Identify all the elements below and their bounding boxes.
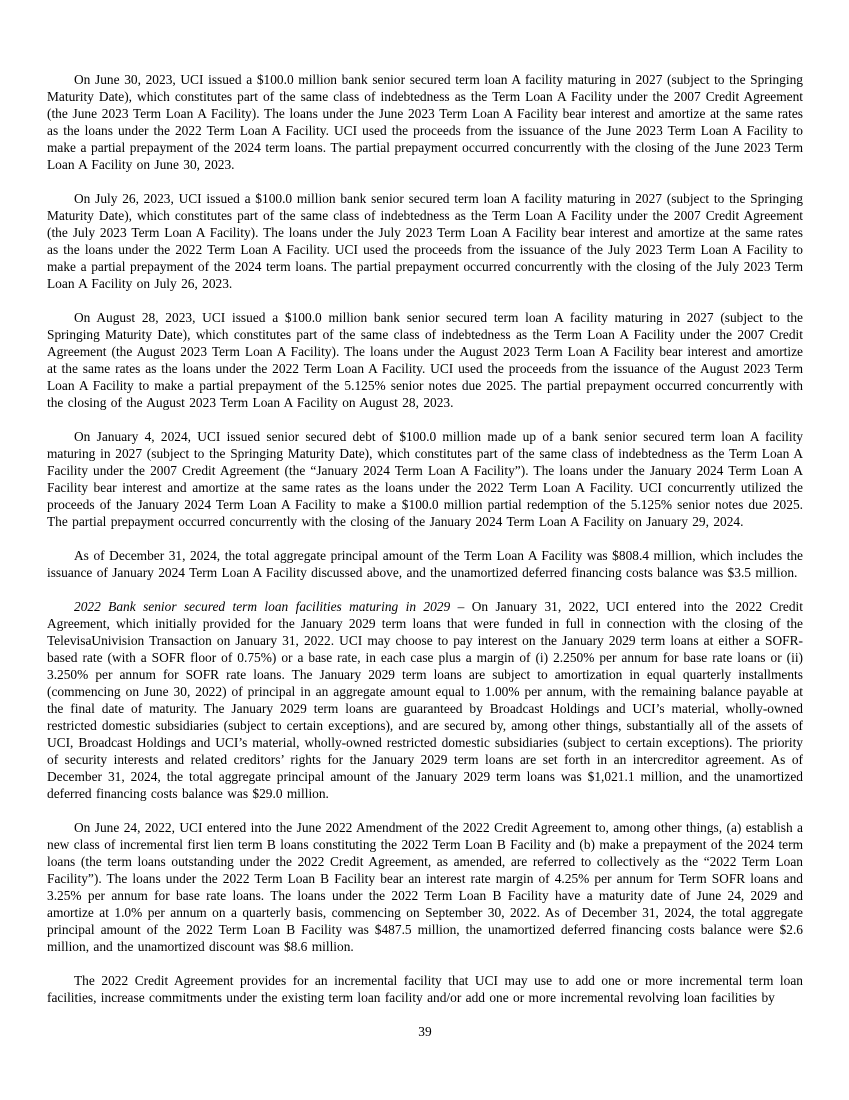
paragraph-lead-separator: – xyxy=(450,599,472,614)
paragraph-2022-credit-agreement xyxy=(47,598,803,802)
paragraph-august-2023-term-loan-a: On August 28, 2023, UCI issued a $100.0 million bank senior secured term loan A facility maturing in 2027 (subject to the Springing Maturity Date), which constitutes part of the same class of indebtedness as the Term Loan A Facility under the 2007 Credit Agreement (the August 2023 Term Loan A Facility). The loans under the August 2023 Term Loan A Facility bear interest and amortize at the same rates as the loans under the 2022 Term Loan A Facility. UCI used the proceeds from the issuance of the August 2023 Term Loan A Facility to make a partial prepayment of the 5.125% senior notes due 2025. The partial prepayment occurred concurrently with the closing of the August 2023 Term Loan A Facility on August 28, 2023. xyxy=(47,310,803,410)
paragraph-june-2023-term-loan-a: On June 30, 2023, UCI issued a $100.0 million bank senior secured term loan A facility maturing in 2027 (subject to the Springing Maturity Date), which constitutes part of the same class of indebtedness as the Term Loan A Facility under the 2007 Credit Agreement (the June 2023 Term Loan A Facility). The loans under the June 2023 Term Loan A Facility bear interest and amortize at the same rates as the loans under the 2022 Term Loan A Facility. UCI used the proceeds from the issuance of the June 2023 Term Loan A Facility to make a partial prepayment of the 2024 term loans. The partial prepayment occurred concurrently with the closing of the June 2023 Term Loan A Facility on June 30, 2023. xyxy=(47,72,803,172)
paragraph-body-text: On January 31, 2022, UCI entered into the 2022 Credit Agreement, which initially provided for the January 2029 term loans that were funded in full in connection with the closing of the TelevisaUnivision Transaction on January 31, 2022. UCI may choose to pay interest on the January 2029 term loans at either a SOFR-based rate (with a SOFR floor of 0.75%) or a base rate, in each case plus a margin of (i) 2.250% per annum for base rate loans or (ii) 3.250% per annum for SOFR rate loans. The January 2029 term loans are subject to amortization in equal quarterly installments (commencing on June 30, 2022) of principal in an aggregate amount equal to 1.00% per annum, with the remaining balance payable at the final date of maturity. The January 2029 term loans are guaranteed by Broadcast Holdings and UCI’s material, wholly-owned restricted domestic subsidiaries (subject to certain exceptions), and are secured by, among other things, substantially all of the assets of UCI, Broadcast Holdings and UCI’s material, wholly-owned restricted domestic subsidiaries (subject to certain exceptions). The priority of security interests and related creditors’ rights for the January 2029 term loans are set forth in an intercreditor agreement. As of December 31, 2024, the total aggregate principal amount of the January 2029 term loans was $1,021.1 million, and the unamortized deferred financing costs balance was $29.0 million. xyxy=(47,599,803,801)
paragraph-june-2022-amendment: On June 24, 2022, UCI entered into the June 2022 Amendment of the 2022 Credit Agreement to, among other things, (a) establish a new class of incremental first lien term B loans constituting the 2022 Term Loan B Facility and (b) make a prepayment of the 2024 term loans (the term loans outstanding under the 2022 Credit Agreement, as amended, are referred to collectively as the “2022 Term Loan Facility”). The loans under the 2022 Term Loan B Facility bear an interest rate margin of 4.25% per annum for Term SOFR loans and 3.25% per annum for base rate loans. The loans under the 2022 Term Loan B Facility have a maturity date of June 24, 2029 and amortize at 1.0% per annum on a quarterly basis, commencing on September 30, 2022. As of December 31, 2024, the total aggregate principal amount of the 2022 Term Loan B Facility was $487.5 million, the unamortized deferred financing costs balance were $2.6 million, and the unamortized discount was $8.6 million. xyxy=(47,820,803,954)
paragraph-january-2024-term-loan-a: On January 4, 2024, UCI issued senior secured debt of $100.0 million made up of a bank senior secured term loan A facility maturing in 2027 (subject to the Springing Maturity Date), which constitutes part of the same class of indebtedness as the Term Loan A Facility under the 2007 Credit Agreement (the “January 2024 Term Loan A Facility”). The loans under the January 2024 Term Loan A Facility bear interest and amortize at the same rates as the loans under the 2022 Term Loan A Facility. UCI concurrently utilized the proceeds of the January 2024 Term Loan A Facility to make a $100.0 million partial redemption of the 5.125% senior notes due 2025. The partial prepayment occurred concurrently with the closing of the January 2024 Term Loan A Facility on January 29, 2024. xyxy=(47,429,803,529)
paragraph-july-2023-term-loan-a: On July 26, 2023, UCI issued a $100.0 million bank senior secured term loan A facility maturing in 2027 (subject to the Springing Maturity Date), which constitutes part of the same class of indebtedness as the Term Loan A Facility under the 2007 Credit Agreement (the July 2023 Term Loan A Facility). The loans under the July 2023 Term Loan A Facility bear interest and amortize at the same rates as the loans under the 2022 Term Loan A Facility. UCI used the proceeds from the issuance of the July 2023 Term Loan A Facility to make a partial prepayment of the 2024 term loans. The partial prepayment occurred concurrently with the closing of the July 2023 Term Loan A Facility on July 26, 2023. xyxy=(47,191,803,291)
paragraph-lead-italic: 2022 Bank senior secured term loan facilities maturing in 2029 xyxy=(74,599,451,614)
paragraph-incremental-facility: The 2022 Credit Agreement provides for an incremental facility that UCI may use to add one or more incremental term loan facilities, increase commitments under the existing term loan facility and/or add one or more incremental revolving loan facilities by xyxy=(47,973,803,1005)
page-number: 39 xyxy=(418,1024,432,1039)
paragraph-term-loan-a-aggregate-principal: As of December 31, 2024, the total aggregate principal amount of the Term Loan A Facility was $808.4 million, which includes the issuance of January 2024 Term Loan A Facility discussed above, and the unamortized deferred financing costs balance was $3.5 million. xyxy=(47,548,803,580)
